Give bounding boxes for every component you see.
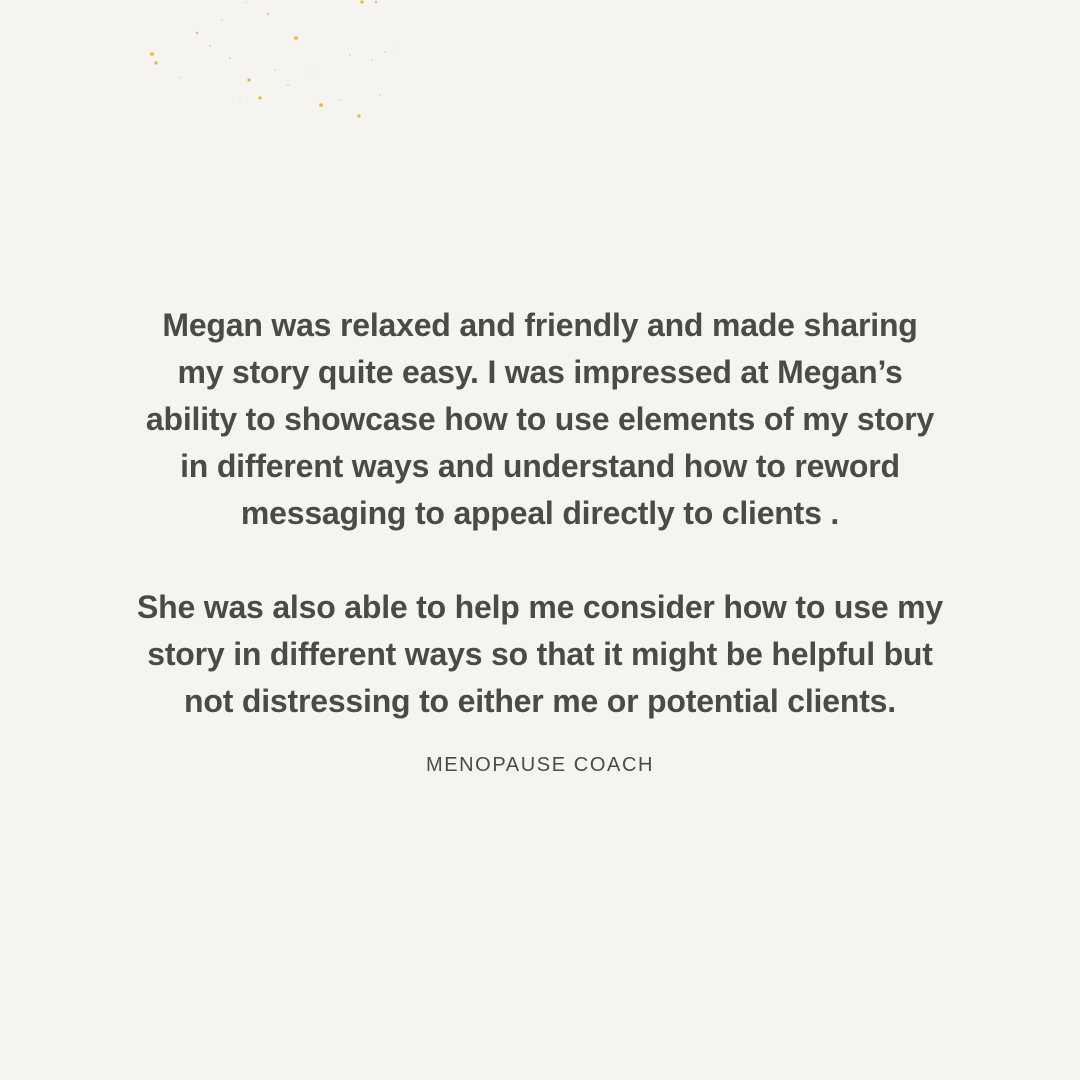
testimonial-attribution: MENOPAUSE COACH: [425, 754, 655, 776]
confetti-sparkles-icon: [0, 0, 420, 140]
testimonial-paragraph-2: She was also able to help me consider how to use my story in different ways so that it might be helpful but not distressing to either me or potential clients.: [136, 589, 944, 719]
testimonial-paragraph-1: Megan was relaxed and friendly and made sharing my story quite easy. I was impressed at Megan’s ability to showcase how to use elements of my story in different ways and understand how to reword messaging to appeal directly to clients .: [145, 307, 935, 531]
testimonial-quote: [90, 302, 990, 725]
